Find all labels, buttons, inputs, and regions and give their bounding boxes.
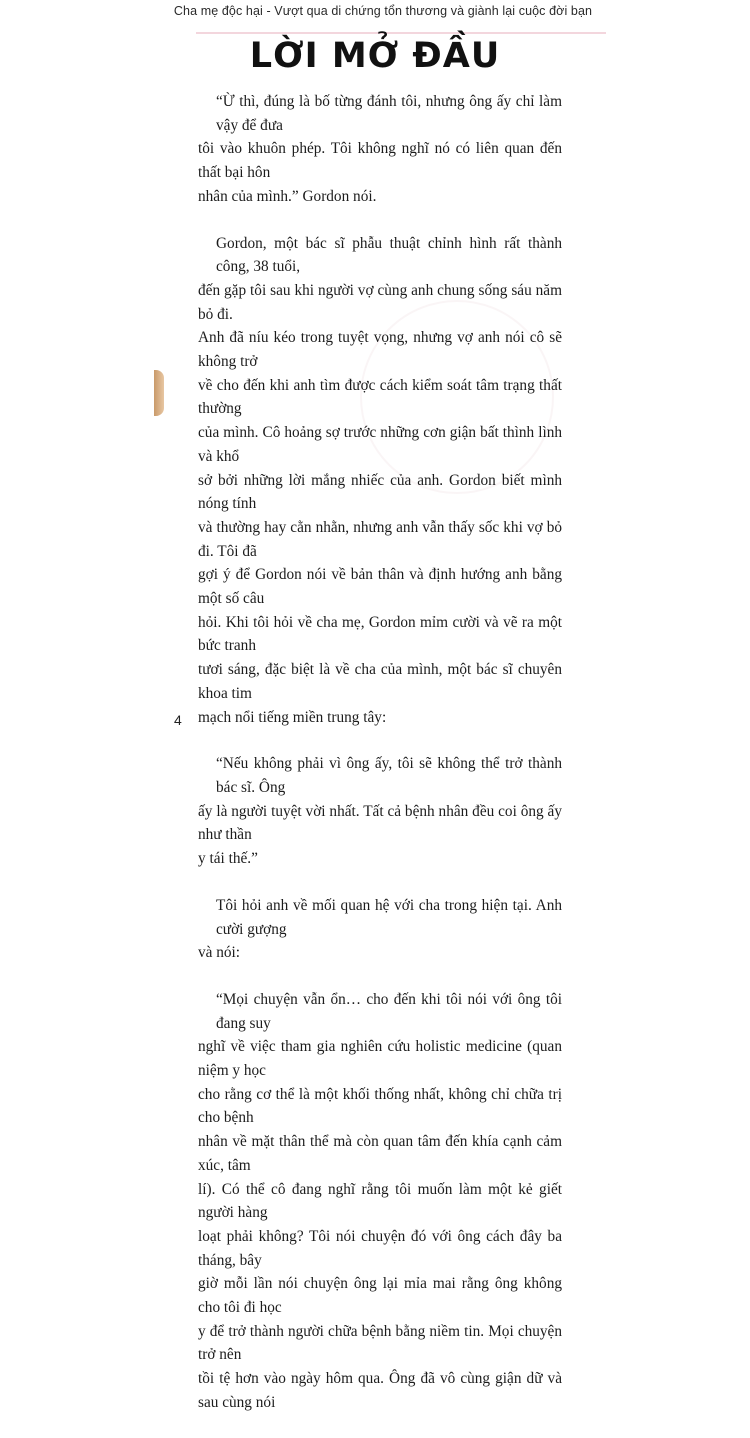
text-line: giờ mỗi lần nói chuyện ông lại mỉa mai rằng ông không cho tôi đi học [198,1275,562,1317]
text-line: về cho đến khi anh tìm được cách kiểm soát tâm trạng thất thường [198,376,562,418]
text-line: Tôi hỏi anh về mối quan hệ với cha trong hiện tại. Anh cười gượng [216,896,562,938]
page-edge-decoration [154,370,164,416]
text-line: cho rằng cơ thể là một khối thống nhất, không chỉ chữa trị cho bệnh [198,1085,562,1127]
text-line: nhân của mình.” Gordon nói. [198,187,377,205]
text-line: gợi ý để Gordon nói về bản thân và định hướng anh bằng một số câu [198,566,562,608]
text-line: y để trở thành người chữa bệnh bằng niềm tin. Mọi chuyện trở nên [198,1322,562,1364]
text-line: Gordon, một bác sĩ phẫu thuật chỉnh hình rất thành công, 38 tuổi, [216,234,562,276]
header-rule [196,32,606,34]
text-line: nhân về mặt thân thể mà còn quan tâm đến khía cạnh cảm xúc, tâm [198,1133,562,1174]
page-number: 4 [174,712,182,728]
paragraph-3-quote [198,752,562,871]
paragraph-2 [198,232,562,730]
chapter-title: LỜI MỞ ĐẦU [249,36,501,76]
text-line: của mình. Cô hoảng sợ trước những cơn giận bất thình lình và khổ [198,424,562,465]
text-line: tươi sáng, đặc biệt là về cha của mình, một bác sĩ chuyên khoa tim [198,661,562,702]
text-line: nghĩ về việc tham gia nghiên cứu holistic medicine (quan niệm y học [198,1038,562,1080]
text-line: tồi tệ hơn vào ngày hôm qua. Ông đã vô cùng giận dữ và sau cùng nói [198,1370,562,1411]
text-line: sở bởi những lời mắng nhiếc của anh. Gordon biết mình nóng tính [198,471,562,513]
running-header: Cha mẹ độc hại - Vượt qua di chứng tổn thương và giành lại cuộc đời bạn [173,4,593,18]
text-line: hỏi. Khi tôi hỏi về cha mẹ, Gordon mỉm cười và vẽ ra một bức tranh [198,613,562,655]
text-line: “Nếu không phải vì ông ấy, tôi sẽ không thể trở thành bác sĩ. Ông [216,755,562,796]
text-line: ấy là người tuyệt vời nhất. Tất cả bệnh nhân đều coi ông ấy như thần [198,802,562,844]
text-line: tôi vào khuôn phép. Tôi không nghĩ nó có liên quan đến thất bại hôn [198,140,562,182]
text-line: y tái thế.” [198,850,258,868]
body-text [198,90,562,1438]
text-line: “Mọi chuyện vẫn ổn… cho đến khi tôi nói với ông tôi đang suy [216,990,562,1032]
text-line: Anh đã níu kéo trong tuyệt vọng, nhưng vợ anh nói cô sẽ không trở [198,329,562,371]
paragraph-5-quote [198,988,562,1415]
paragraph-4 [198,894,562,965]
paragraph-1 [198,90,562,209]
text-line: đến gặp tôi sau khi người vợ cùng anh chung sống sáu năm bỏ đi. [198,281,562,323]
text-line: loạt phải không? Tôi nói chuyện đó với ông cách đây ba tháng, bây [198,1227,562,1269]
text-line: lí). Có thể cô đang nghĩ rằng tôi muốn làm một kẻ giết người hàng [198,1180,562,1222]
text-line: mạch nổi tiếng miền trung tây: [198,708,387,726]
text-line: “Ừ thì, đúng là bố từng đánh tôi, nhưng ông ấy chỉ làm vậy để đưa [216,93,562,134]
text-line: và nói: [198,944,241,962]
text-line: và thường hay cằn nhằn, nhưng anh vẫn thấy sốc khi vợ bỏ đi. Tôi đã [198,518,562,560]
